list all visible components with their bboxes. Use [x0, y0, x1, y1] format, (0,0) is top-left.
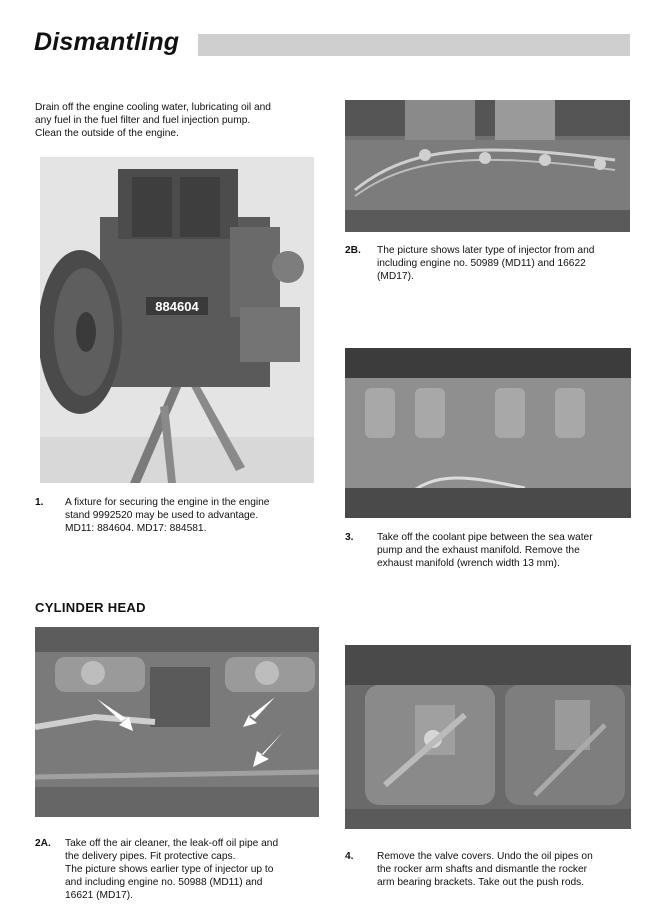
engine-plate-number: 884604 [155, 299, 199, 314]
intro-line: Drain off the engine cooling water, lubricating oil and [35, 102, 271, 113]
step-text [65, 496, 330, 535]
step-line: including engine no. 50989 (MD11) and 16622 [377, 258, 586, 269]
step-line: Remove the valve covers. Undo the oil pipes on [377, 851, 593, 862]
step-line: and including engine no. 50988 (MD11) and [65, 877, 263, 888]
section-heading: CYLINDER HEAD [35, 600, 146, 615]
step-number: 4. [345, 851, 354, 862]
step-text [65, 837, 330, 902]
step-text [377, 531, 642, 570]
step-line: exhaust manifold (wrench width 13 mm). [377, 558, 560, 569]
step-line: Take off the coolant pipe between the sea water [377, 532, 593, 543]
step-line: the rocker arm shafts and dismantle the rocker [377, 864, 588, 875]
page-title: Dismantling [34, 28, 180, 56]
intro-line: any fuel in the fuel filter and fuel injection pump. [35, 115, 251, 126]
step-line: 16621 (MD17). [65, 890, 133, 901]
step-line: stand 9992520 may be used to advantage. [65, 510, 259, 521]
step-line: (MD17). [377, 271, 414, 282]
step-line: The picture shows later type of injector from and [377, 245, 595, 256]
photo-valve-covers [345, 645, 631, 829]
step-line: The picture shows earlier type of injector up to [65, 864, 274, 875]
step-line: MD11: 884604. MD17: 884581. [65, 523, 207, 534]
photo-engine-stand [40, 157, 314, 483]
step-line: A fixture for securing the engine in the engine [65, 497, 270, 508]
step-line: arm bearing brackets. Take out the push rods. [377, 877, 585, 888]
step-line: pump and the exhaust manifold. Remove the [377, 545, 580, 556]
step-line: the delivery pipes. Fit protective caps. [65, 851, 236, 862]
step-text [377, 244, 642, 283]
photo-injector-earlier [35, 627, 319, 817]
step-number: 2B. [345, 245, 361, 256]
intro-text [35, 101, 325, 140]
title-rule [198, 34, 630, 56]
step-line: Take off the air cleaner, the leak-off oil pipe and [65, 838, 279, 849]
photo-exhaust-manifold [345, 348, 631, 518]
step-number: 1. [35, 497, 44, 508]
photo-injector-later [345, 100, 630, 232]
step-number: 3. [345, 532, 354, 543]
step-number: 2A. [35, 838, 51, 849]
step-text [377, 850, 642, 889]
intro-line: Clean the outside of the engine. [35, 128, 179, 139]
